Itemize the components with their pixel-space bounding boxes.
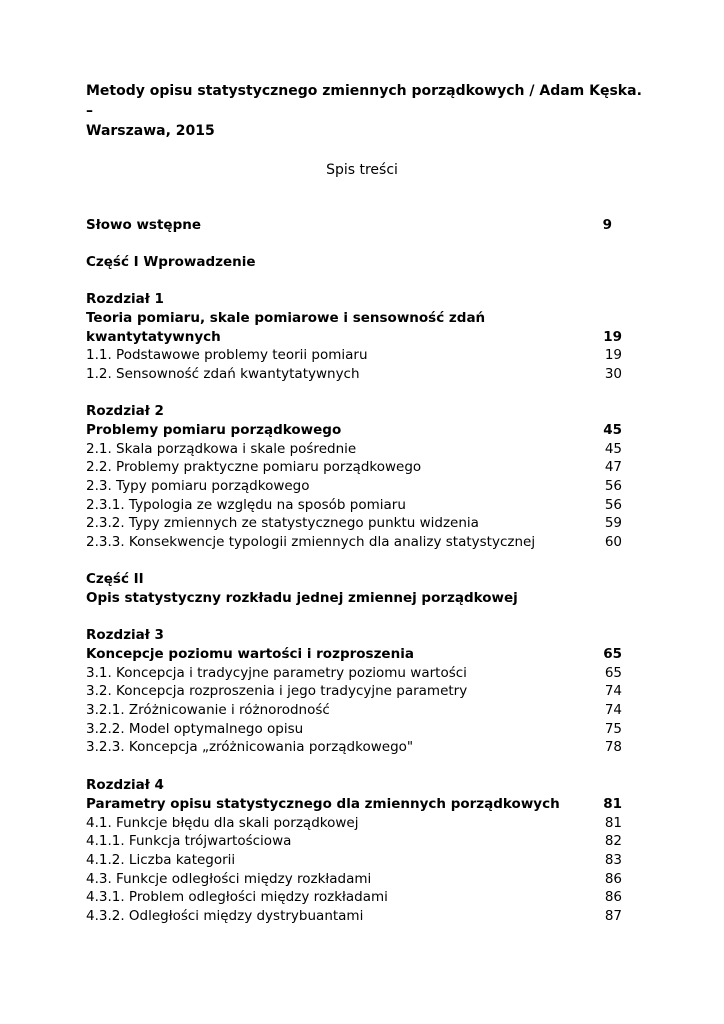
toc-entry-page: 45 [603, 422, 622, 438]
toc-entry-text: 3.1. Koncepcja i tradycyjne parametry poziomu wartości [86, 665, 467, 681]
toc-entry-page: 87 [604, 908, 622, 924]
toc-entry-text: 1.2. Sensowność zdań kwantytatywnych [86, 366, 360, 382]
header-line-1: Metody opisu statystycznego zmiennych porządkowych / Adam Kęska. – [86, 83, 642, 119]
toc-entry-page: 78 [604, 739, 622, 755]
toc-entry-page: 9 [602, 217, 612, 233]
toc-entry-text: 2.3.2. Typy zmiennych ze statystycznego punktu widzenia [86, 515, 479, 531]
toc-entry-text: 2.1. Skala porządkowa i skale pośrednie [86, 441, 357, 457]
toc-entry-page: 65 [603, 646, 622, 662]
toc-entry [86, 440, 622, 459]
toc-entry [86, 776, 622, 795]
toc-entry [86, 309, 622, 328]
toc-entry-page: 81 [603, 796, 622, 812]
toc-entry [86, 570, 622, 589]
toc-entry-text: 2.3.1. Typologia ze względu na sposób pomiaru [86, 497, 406, 513]
toc-entry [86, 496, 622, 515]
toc-entry [86, 888, 622, 907]
toc-entry [86, 365, 622, 384]
toc-title: Spis treści [326, 162, 398, 178]
toc-entry-page: 75 [604, 721, 622, 737]
toc-entry [86, 514, 622, 533]
toc-entry [86, 290, 622, 309]
toc-entry-text: Rozdział 4 [86, 777, 164, 793]
toc-entry [86, 682, 622, 701]
toc-entry-text: Koncepcje poziomu wartości i rozproszenia [86, 646, 414, 662]
toc-entry-text: 2.2. Problemy praktyczne pomiaru porządkowego [86, 459, 422, 475]
toc-entry [86, 664, 622, 683]
toc-entry [86, 589, 622, 608]
toc-entry-page: 47 [604, 459, 622, 475]
toc-entry-page: 74 [604, 702, 622, 718]
toc-entry-text: 2.3. Typy pomiaru porządkowego [86, 478, 310, 494]
toc-entry-text: 3.2.2. Model optymalnego opisu [86, 721, 304, 737]
toc-entry-page: 59 [604, 515, 622, 531]
toc-entry-text: 4.3. Funkcje odległości między rozkładami [86, 871, 372, 887]
toc-entry [86, 458, 622, 477]
toc-entry [86, 533, 622, 552]
toc-entry-text: Problemy pomiaru porządkowego [86, 422, 342, 438]
toc-entry [86, 328, 622, 347]
toc-entry-text: 1.1. Podstawowe problemy teorii pomiaru [86, 347, 368, 363]
toc-entry-text: 4.1.2. Liczba kategorii [86, 852, 236, 868]
toc-entry-page: 82 [604, 833, 622, 849]
toc-entry-text: Teoria pomiaru, skale pomiarowe i sensowność zdań [86, 310, 486, 326]
toc-entry-text: 3.2.1. Zróżnicowanie i różnorodność [86, 702, 330, 718]
toc-entry [86, 346, 622, 365]
toc-entry [86, 720, 622, 739]
toc-entry-page: 19 [604, 347, 622, 363]
toc-entry-text: 4.1.1. Funkcja trójwartościowa [86, 833, 292, 849]
header-line-2: Warszawa, 2015 [86, 123, 215, 139]
toc-entry [86, 870, 622, 889]
toc-entry-page: 81 [604, 815, 622, 831]
toc-entry [86, 626, 622, 645]
toc-entry [86, 795, 622, 814]
toc-entry-text: Rozdział 1 [86, 291, 164, 307]
toc-entry [86, 851, 622, 870]
toc-entry-text: Parametry opisu statystycznego dla zmiennych porządkowych [86, 796, 560, 812]
toc-entry-text: Rozdział 2 [86, 403, 164, 419]
toc-entry-text: Część I Wprowadzenie [86, 254, 256, 270]
toc-entry-text: 2.3.3. Konsekwencje typologii zmiennych dla analizy statystycznej [86, 534, 536, 550]
toc-entry [86, 832, 622, 851]
toc-entry-text: 4.3.1. Problem odległości między rozkładami [86, 889, 388, 905]
toc-entry-page: 45 [604, 441, 622, 457]
toc-entry-page: 30 [604, 366, 622, 382]
toc-entry-page: 56 [604, 497, 622, 513]
toc-entry-text: 3.2. Koncepcja rozproszenia i jego tradycyjne parametry [86, 683, 468, 699]
toc-entry-text: Rozdział 3 [86, 627, 164, 643]
toc-entry-text: 4.1. Funkcje błędu dla skali porządkowej [86, 815, 359, 831]
toc-entry [86, 645, 622, 664]
toc-entry-page: 86 [604, 871, 622, 887]
toc-entry [86, 477, 622, 496]
toc-entry-text: Część II [86, 571, 144, 587]
toc-entry [86, 421, 622, 440]
toc-entry-page: 56 [604, 478, 622, 494]
toc-entry-page: 83 [604, 852, 622, 868]
toc-entry-text: 4.3.2. Odległości między dystrybuantami [86, 908, 364, 924]
toc-entry [86, 738, 622, 757]
toc-entry [86, 253, 622, 272]
toc-entry [86, 907, 622, 926]
document-header [86, 81, 646, 141]
toc-entry [86, 701, 622, 720]
toc-entry-text: kwantytatywnych [86, 329, 221, 345]
toc-entry [86, 402, 622, 421]
toc-entry-page: 65 [604, 665, 622, 681]
toc-entry-page: 86 [604, 889, 622, 905]
toc-entry-text: 3.2.3. Koncepcja „zróżnicowania porządkowego" [86, 739, 414, 755]
toc-entry-page: 74 [604, 683, 622, 699]
toc-entry-text: Opis statystyczny rozkładu jednej zmiennej porządkowej [86, 590, 518, 606]
toc-entry-page: 60 [604, 534, 622, 550]
toc-entry-text: Słowo wstępne [86, 217, 202, 233]
toc-entry [86, 814, 622, 833]
toc-entry [86, 216, 622, 235]
toc-entry-page: 19 [603, 329, 622, 345]
